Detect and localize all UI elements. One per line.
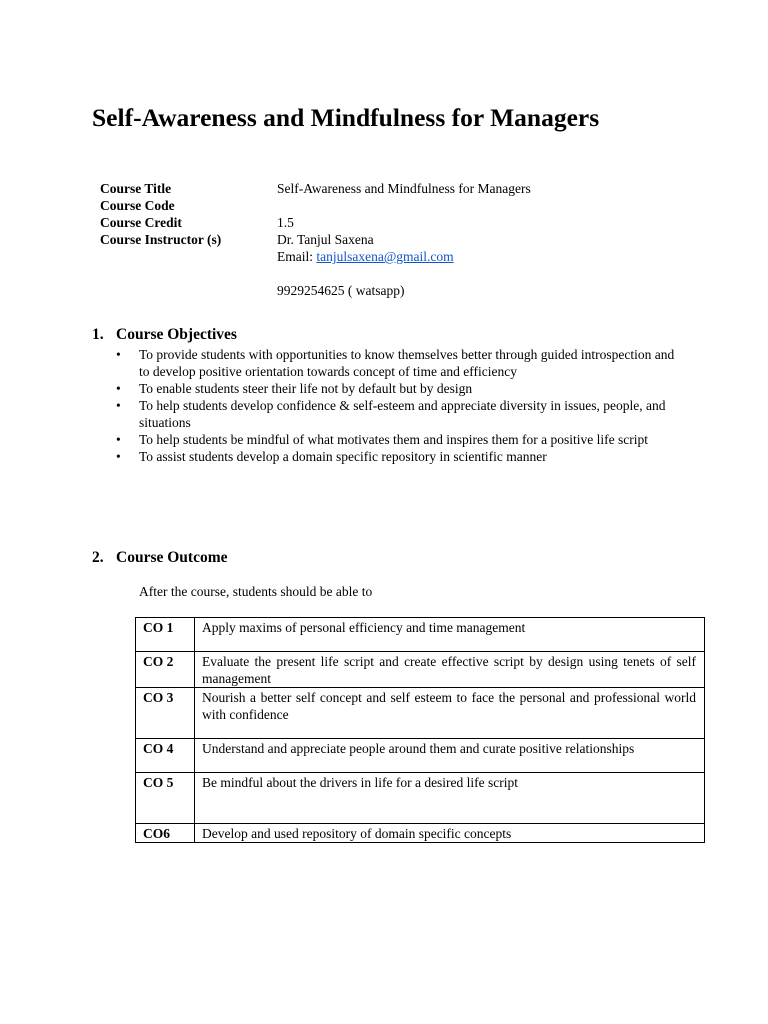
outcome-heading [92,549,228,567]
co-description: Evaluate the present life script and create effective script by design using tenets of self management [195,652,705,688]
email-label: Email: [277,249,317,264]
course-title-value: Self-Awareness and Mindfulness for Managers [277,181,531,196]
course-title-label: Course Title [100,181,172,196]
co-code: CO6 [136,824,195,843]
co-code: CO 3 [136,688,195,739]
objective-item: • To provide students with opportunities to know themselves better through guided introspection and to develop positive orientation towards concept of time and efficiency [116,346,676,380]
co-code: CO 1 [136,618,195,652]
objective-item: • To help students be mindful of what motivates them and inspires them for a positive life script [116,431,676,448]
instructor-phone: 9929254625 ( watsapp) [277,283,405,298]
outcome-heading-text: Course Outcome [116,549,228,566]
outcome-number: 2. [92,549,104,566]
table-row [136,773,705,824]
co-code: CO 5 [136,773,195,824]
course-instructor-label: Course Instructor (s) [100,232,222,247]
course-credit-value: 1.5 [277,215,294,230]
table-row [136,688,705,739]
co-code: CO 2 [136,652,195,688]
co-description: Nourish a better self concept and self esteem to face the personal and professional world with confidence [195,688,705,739]
co-description: Develop and used repository of domain specific concepts [195,824,705,843]
table-row [136,824,705,843]
course-credit-label: Course Credit [100,215,182,230]
table-row [136,618,705,652]
objectives-number: 1. [92,326,104,343]
objective-item: • To assist students develop a domain specific repository in scientific manner [116,448,676,465]
co-description: Apply maxims of personal efficiency and time management [195,618,705,652]
outcome-intro: After the course, students should be able to [139,584,373,599]
table-row [136,739,705,773]
co-code: CO 4 [136,739,195,773]
instructor-email [277,248,454,265]
table-row [136,652,705,688]
outcome-table [135,617,705,843]
document-title: Self-Awareness and Mindfulness for Managers [92,103,600,132]
co-description: Understand and appreciate people around them and curate positive relationships [195,739,705,773]
objectives-heading-text: Course Objectives [116,326,237,343]
objective-item: • To help students develop confidence & self-esteem and appreciate diversity in issues, people, and situations [116,397,676,431]
objectives-list [116,346,676,465]
objectives-heading [92,326,237,344]
course-code-label: Course Code [100,198,175,213]
email-link[interactable]: tanjulsaxena@gmail.com [316,249,454,264]
co-description: Be mindful about the drivers in life for a desired life script [195,773,705,824]
objective-item: • To enable students steer their life not by default but by design [116,380,676,397]
course-instructor-value: Dr. Tanjul Saxena [277,232,374,247]
